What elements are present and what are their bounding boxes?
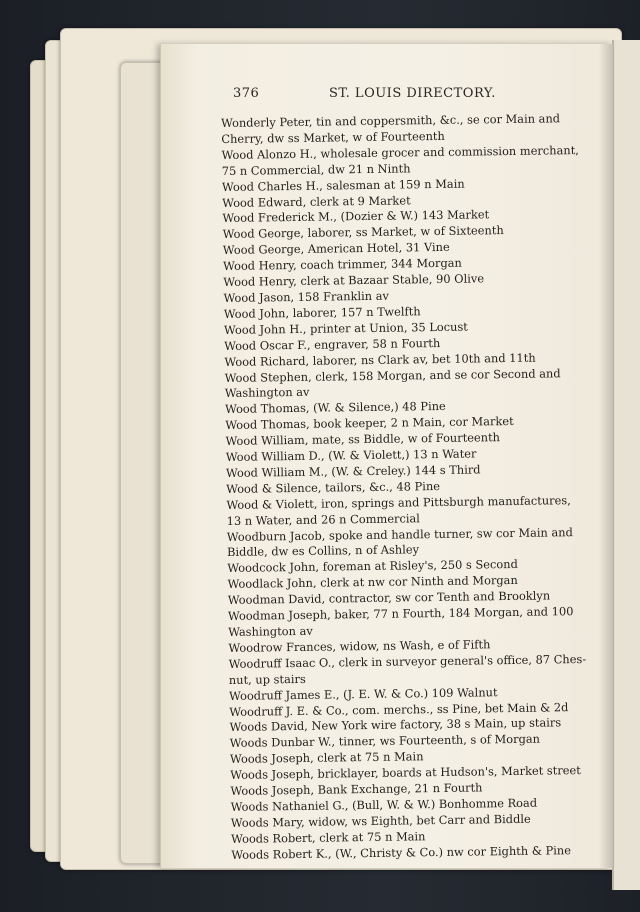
- entry-text: Wood Jason, 158 Franklin av: [223, 288, 390, 305]
- entry-text: Woods Nathaniel G., (Bull, W. & W.) Bonhomme Road: [230, 795, 538, 814]
- entry-text: Wood William M., (W. & Creley.) 144 s Third: [225, 462, 481, 480]
- entry-text: Wood Oscar F., engraver, 58 n Fourth: [224, 335, 441, 353]
- entry-continuation: Washington av: [224, 385, 310, 401]
- entry-text: Wood & Violett, iron, springs and Pittsburgh manufactures,: [226, 492, 571, 512]
- entry-continuation: 75 n Commercial, dw 21 n Ninth: [221, 161, 411, 178]
- entry-text: Wood William D., (W. & Violett,) 13 n Water: [225, 446, 477, 464]
- entry-text: Wood Richard, laborer, ns Clark av, bet 10th and 11th: [224, 350, 536, 369]
- entry-text: Wood Thomas, (W. & Silence,) 48 Pine: [224, 399, 446, 417]
- entry-continuation: Biddle, dw es Collins, n of Ashley: [226, 542, 420, 560]
- entry-text: Wood Edward, clerk at 9 Market: [222, 192, 411, 210]
- entry-text: Wood George, laborer, ss Market, w of Sixteenth: [222, 223, 504, 242]
- entry-text: Woodman David, contractor, sw cor Tenth and Brooklyn: [227, 588, 551, 608]
- entry-text: Woods Robert, clerk at 75 n Main: [230, 828, 426, 846]
- entry-text: Wood Henry, clerk at Bazaar Stable, 90 Olive: [223, 271, 485, 290]
- entry-text: Woods Dunbar W., tinner, ws Fourteenth, s of Morgan: [229, 731, 541, 751]
- entry-text: Wood George, American Hotel, 31 Vine: [222, 240, 450, 258]
- directory-entry: [228, 604, 613, 641]
- directory-page: [160, 44, 613, 868]
- entry-text: Woodruff J. E. & Co., com. merchs., ss Pine, bet Main & 2d: [229, 699, 569, 719]
- entry-text: Woods Mary, widow, ws Eighth, bet Carr and Biddle: [230, 811, 531, 830]
- entry-text: Wood John, laborer, 157 n Twelfth: [223, 304, 421, 321]
- entry-text: Woods Joseph, clerk at 75 n Main: [229, 749, 424, 767]
- entry-continuation: 13 n Water, and 26 n Commercial: [226, 510, 420, 528]
- entry-text: Wood Frederick M., (Dozier & W.) 143 Market: [222, 207, 490, 226]
- facing-page-edge: [612, 40, 640, 890]
- entry-text: Wood Stephen, clerk, 158 Morgan, and se cor Second and: [224, 365, 561, 385]
- entry-text: Wood & Silence, tailors, &c., 48 Pine: [226, 478, 441, 496]
- entry-text: Wood Alonzo H., wholesale grocer and commission merchant,: [221, 142, 579, 162]
- entry-text: Woods David, New York wire factory, 38 s Main, up stairs: [229, 715, 562, 735]
- directory-entries: [221, 111, 613, 864]
- entry-text: Wood Thomas, book keeper, 2 n Main, cor Market: [225, 414, 514, 433]
- entry-continuation: Cherry, dw ss Market, w of Fourteenth: [221, 128, 445, 146]
- entry-text: Woodman Joseph, baker, 77 n Fourth, 184 Morgan, and 100: [227, 604, 574, 624]
- entry-text: Woodburn Jacob, spoke and handle turner, sw cor Main and: [226, 524, 573, 544]
- entry-continuation: Washington av: [228, 623, 313, 639]
- directory-entry: [229, 651, 613, 688]
- entry-text: Wonderly Peter, tin and coppersmith, &c., se cor Main and: [221, 111, 561, 130]
- entry-text: Woods Robert K., (W., Christy & Co.) nw cor Eighth & Pine: [231, 842, 572, 862]
- page-number: 376: [233, 86, 260, 101]
- entry-text: Wood Henry, coach trimmer, 344 Morgan: [222, 255, 462, 274]
- entry-text: Woodruff Isaac O., clerk in surveyor general's office, 87 Ches-: [228, 651, 587, 671]
- entry-text: Wood John H., printer at Union, 35 Locust: [223, 319, 468, 337]
- entry-text: Woodlack John, clerk at nw cor Ninth and Morgan: [227, 573, 518, 592]
- entry-text: Woods Joseph, Bank Exchange, 21 n Fourth: [230, 780, 483, 798]
- entry-text: Woodruff James E., (J. E. W. & Co.) 109 Walnut: [228, 684, 498, 703]
- entry-text: Woodcock John, foreman at Risley's, 250 s Second: [227, 557, 518, 576]
- entry-text: Woods Joseph, bricklayer, boards at Hudson's, Market street: [230, 763, 581, 783]
- entry-text: Wood Charles H., salesman at 159 n Main: [221, 176, 465, 194]
- entry-text: Woodrow Frances, widow, ns Wash, e of Fifth: [228, 637, 491, 655]
- entry-text: Wood William, mate, ss Biddle, w of Fourteenth: [225, 430, 501, 449]
- running-head: ST. LOUIS DIRECTORY.: [329, 86, 496, 101]
- entry-continuation: nut, up stairs: [228, 671, 306, 687]
